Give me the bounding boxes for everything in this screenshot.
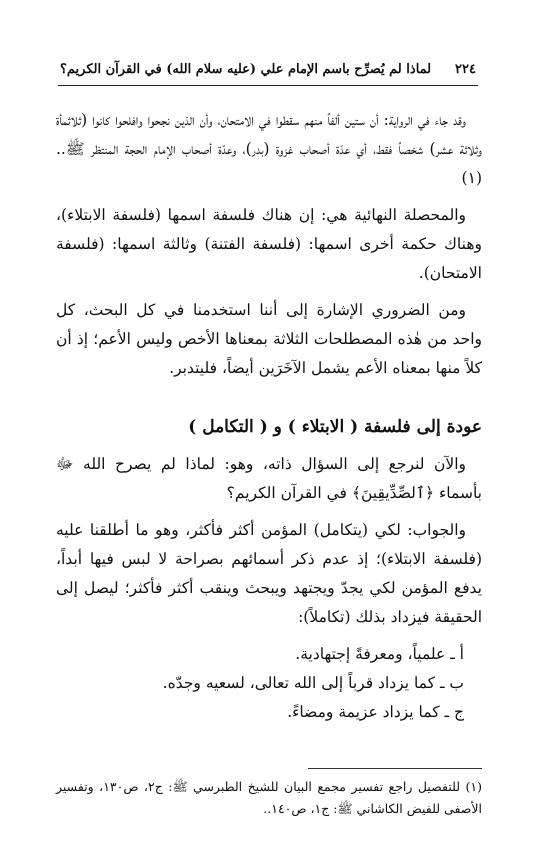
- list-item: ج ـ كما يزداد عزيمة ومضاءً.: [287, 703, 464, 721]
- footnote-rule: [308, 768, 482, 769]
- list-item: ب ـ كما يزداد قرباً إلى الله تعالى، لسعيه وجدّه.: [162, 674, 464, 692]
- paragraph: والجواب: لكي (يتكامل) المؤمن أكثر فأكثر، وهو ما أطلقنا عليه (فلسفة الابتلاء)؛ إذ عدم ذكر أسمائهم بصراحة لا لبس فيها أبداً، يدفع المؤمن لكي يجدّ ويجتهد ويبحث وينقب أكثر فأكثر؛ ليصل إلى الحقيقة فيزداد بذلك (تكاملاً):: [56, 521, 482, 626]
- paragraph: ومن الضروري الإشارة إلى أننا استخدمنا في كل البحث، كل واحد من هٰذه المصطلحات الثلاثة بمعناها الأخص وليس الأعم؛ إذ أن كلاً منها بمعناه الأعم يشمل الآخَرَين أيضاً، فليتدبر.: [56, 301, 482, 377]
- section-heading: عودة إلى فلسفة ( الابتلاء ) و ( التكامل ): [188, 417, 482, 437]
- page-body: [56, 106, 482, 727]
- paragraph: والآن لنرجع إلى السؤال ذاته، وهو: لماذا لم يصرح الله ﷻ بأسماء ﴿ٱلصِّدِّيقِينَ﴾ في القرآن الكريم؟: [56, 455, 482, 502]
- paragraph: والمحصلة النهائية هي: إن هناك فلسفة اسمها (فلسفة الابتلاء)، وهناك حكمة أخرى اسمها: (فلسفة الفتنة) وثالثة اسمها: (فلسفة الامتحان).: [56, 206, 482, 282]
- page-header: [60, 62, 476, 77]
- running-title: لماذا لم يُصرِّح باسم الإمام علي (عليه سلام الله) في القرآن الكريم؟: [60, 62, 432, 77]
- list-item: أ ـ علمياً، ومعرفةً إجتهادية.: [295, 645, 464, 663]
- header-rule: [58, 85, 478, 86]
- footnote: (١) للتفصيل راجع تفسير مجمع البيان للشيخ الطبرسي ﷺ: ج٢، ص١٣٠، وتفسير الأصفى للفيض الكاشاني ﷺ: ج١، ص١٤٠..: [56, 779, 483, 816]
- paragraph: وقد جاء في الرواية: أن ستين ألفاً منهم سقطوا في الامتحان، وأن الذين نجحوا وافلحوا كانوا (ثلاثمأة وثلاثة عشر) شخصاً فقط، أي عدّة أصحاب غزوة (بدر)، وعدّة أصحاب الإمام الحجة المنتظر ﷺ..(١): [56, 111, 482, 187]
- page-number: ٢٢٤: [455, 62, 476, 77]
